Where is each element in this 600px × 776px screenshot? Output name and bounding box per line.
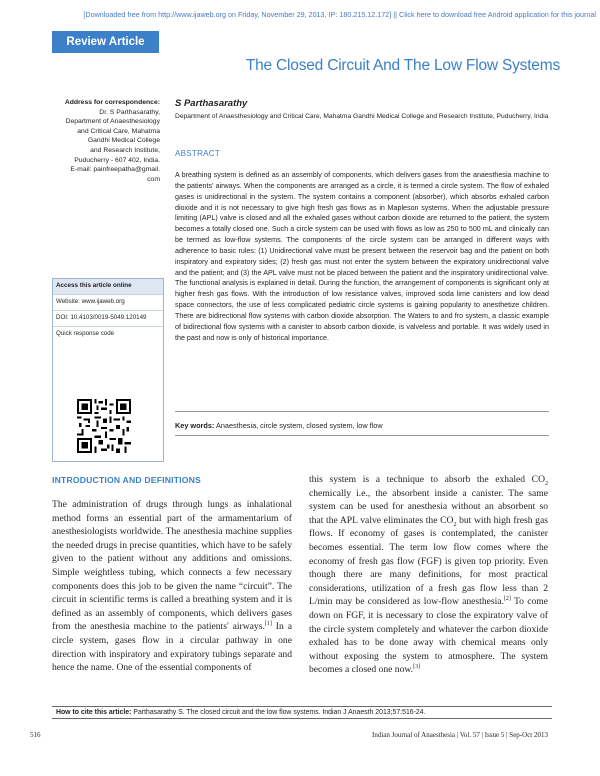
article-title: The Closed Circuit And The Low Flow Systems: [245, 57, 560, 74]
website-link[interactable]: Website: www.ijaweb.org: [53, 294, 163, 310]
keywords-label: Key words:: [175, 421, 215, 430]
page-footer: [30, 731, 548, 739]
download-banner[interactable]: [Downloaded free from http://www.ijaweb.org on Friday, November 29, 2013, IP: 180.215.12.172] || Click here to download free Android application for this journal: [83, 10, 596, 19]
body-column-right: this system is a technique to absorb the exhaled $CO_2$ chemically i.e., the absorbent inside a canister. The same system can be used for anesthesia without an absorbent so that the APL valve eliminates the $CO_2$ but with high fresh gas flows. If economy of gases is contemplated, the canister becomes essential. The term low flow comes where the economy of fresh gas flow (FGF) is given top priority. Even though there are many definitions, for most practical considerations, utilization of a fresh gas flow less than 2 L/min may be considered as low-flow anesthesia.[2] To come down on FGF, it is necessary to close the expiratory valve of the circle system completely and whatever the carbon dioxide exhaled has to be done away with chemical means only without exposing the system to atmosphere. The system becomes a closed one now.[3]: [309, 474, 548, 676]
correspondence-heading: Address for correspondence:: [64, 99, 160, 106]
how-to-cite-label: How to cite this article:: [56, 709, 132, 716]
access-box: [52, 278, 164, 462]
journal-info: Indian Journal of Anaesthesia | Vol. 57 | Issue 5 | Sep-Oct 2013: [371, 731, 548, 739]
section-heading-introduction: INTRODUCTION AND DEFINITIONS: [52, 475, 201, 485]
how-to-cite-text: Parthasarathy S. The closed circuit and the low flow systems. Indian J Anaesth 2013;57:516-24.: [131, 709, 426, 716]
correspondence-block: [30, 98, 160, 184]
reference-2[interactable]: [2]: [503, 596, 511, 603]
correspondence-line: Dr. S Parthasarathy,: [99, 108, 160, 116]
qr-label: Quick response code: [53, 326, 163, 342]
qr-code[interactable]: [77, 399, 131, 453]
doi-link[interactable]: DOI: 10.4103/0019-5049.120149: [53, 310, 163, 326]
access-heading: Access this article online: [53, 279, 163, 294]
body-column-left: The administration of drugs through lungs as inhalational method forms an essential part of the armamentarium of anesthesiologists worldwide. The anesthesia machine supplies the needed drugs in precise quantities, which have to be safely given to the patient without any additions and omissions. Simple weightless tubing, which connects a few necessary components does this job to be given the name “circuit”. The circuit in scientific terms is called a breathing system and it is defined as an assembly of components, which delivers gases from the anesthesia machine to the patients' airways.[1] In a circle system, gases flow in a circular pathway in one direction with inspiratory and expiratory tubings separate and hence the name. One of the essential components of: [52, 499, 292, 674]
author-name: S Parthasarathy: [175, 98, 248, 109]
correspondence-line: com: [147, 175, 160, 183]
correspondence-line: and Critical Care, Mahatma: [77, 127, 160, 135]
keywords: [175, 421, 549, 430]
author-affiliation: Department of Anaesthesiology and Critical Care, Mahatma Gandhi Medical College and Research Institute, Puducherry, India: [175, 113, 549, 120]
how-to-cite: [52, 706, 552, 719]
abstract-text: A breathing system is defined as an assembly of components, which delivers gases from the anaesthesia machine to the patients' airways. When the components are arranged as a circle, it is termed a circle system. The flow of exhaled gases is unidirectional in the system. The system contains a component (absorber), which absorbs exhaled carbon dioxide and it is not necessary to give high fresh gas flows as in Mapleson systems. When the adjustable pressure limiting (APL) valve is closed and all the exhaled gases without carbon dioxide are returned to the patient, the system becomes a totally closed one. Such a circle system can be used with flows as low as 250 to 500 mL and clinically can be termed as low-flow systems. The components of the circle system can be arranged in different ways with adherence to basic rules: (1) Unidirectional valve must be present between the reservoir bag and the patient on both inspiratory and expiratory sides; (2) fresh gas must not enter the system between the expiratory unidirectional valve and the patient; and (3) the APL valve must not be placed between the patient and the inspiratory unidirectional valve. The functional analysis is explained in detail. During the function, the arrangement of components is significant only at higher fresh gas flows. With the introduction of low resistance valves, improved soda lime canisters and low dead space connectors, the use of less complicated pediatric circle systems is gaining popularity to anesthetize children. There are bidirectional flow systems with carbon dioxide absorption. The Waters to and fro system, a classic example of bidirectional flow systems with a canister to absorb carbon dioxide, is valveless and portable. It was widely used in the past and now is only of historical importance.: [175, 171, 549, 342]
correspondence-line: Department of Anaesthesiology: [65, 118, 160, 126]
article-type-tab: Review Article: [52, 31, 159, 53]
correspondence-line: Gandhi Medical College: [87, 137, 160, 145]
reference-3[interactable]: [3]: [413, 664, 421, 671]
divider: [175, 435, 549, 436]
correspondence-line: and Research Institute,: [90, 146, 160, 154]
abstract-heading: ABSTRACT: [175, 149, 221, 158]
keywords-text: Anaesthesia, circle system, closed system, low flow: [214, 421, 383, 430]
correspondence-line: E-mail: painfreepatha@gmail.: [70, 166, 160, 174]
divider: [175, 411, 549, 412]
page-number: 516: [30, 731, 41, 739]
reference-1[interactable]: [1]: [264, 621, 272, 628]
correspondence-line: Puducherry - 607 402, India.: [74, 156, 160, 164]
